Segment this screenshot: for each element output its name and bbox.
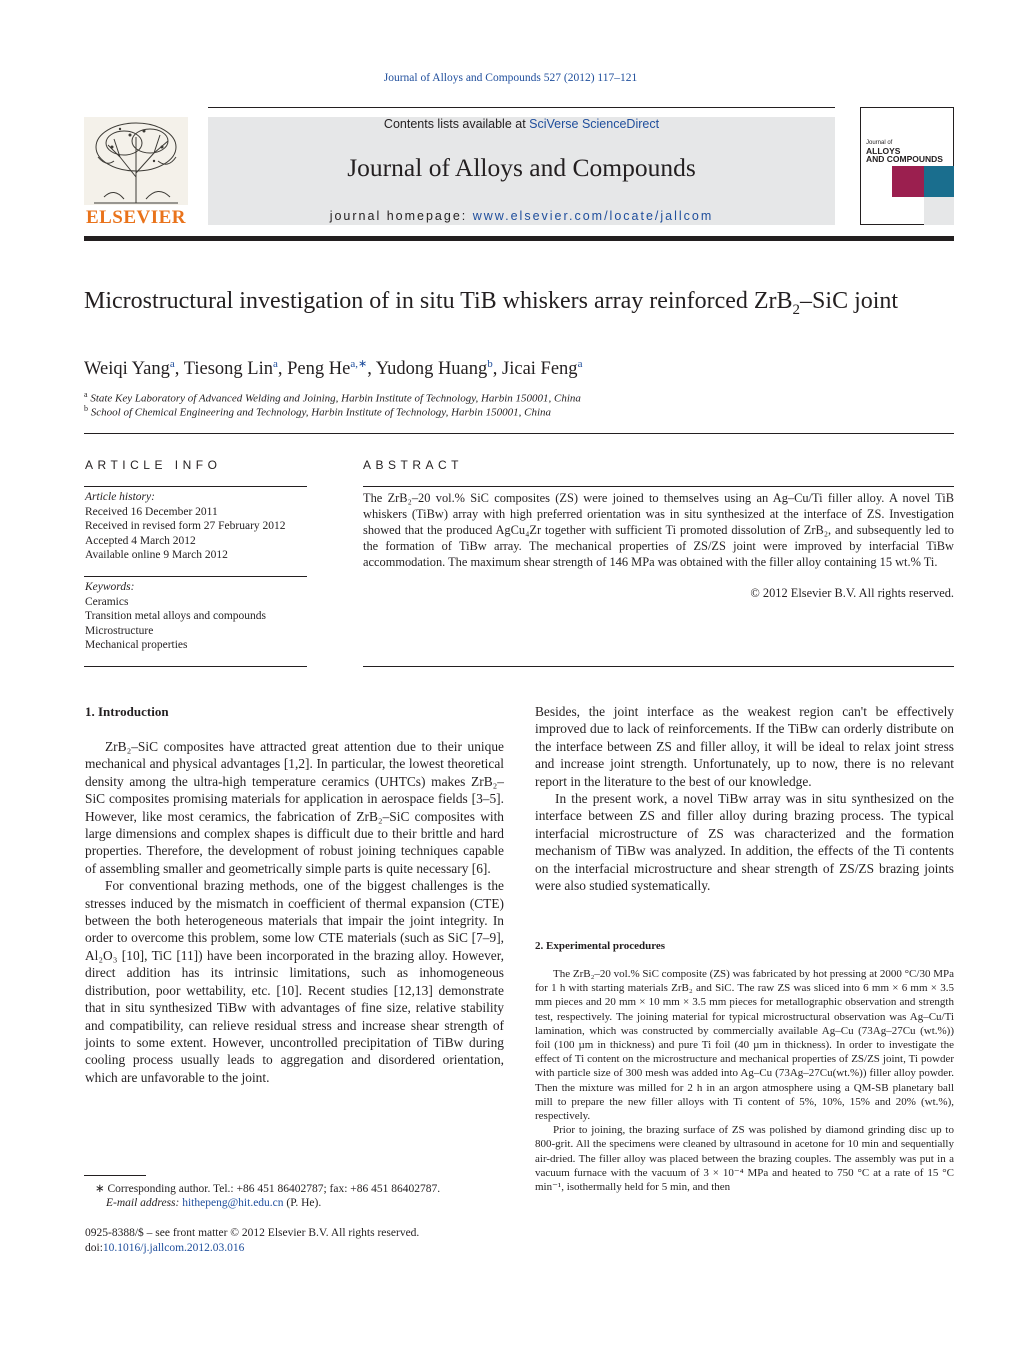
history-item: Received in revised form 27 February 2012 [85,520,286,532]
cover-title-line1: Journal of [866,140,893,146]
keywords-label: Keywords: [85,581,135,593]
doi-prefix: doi: [85,1242,103,1254]
history-label: Article history: [85,491,155,503]
abstract-copyright: © 2012 Elsevier B.V. All rights reserved. [750,586,954,600]
cover-title-line3: AND COMPOUNDS [866,154,943,164]
header-thick-rule [84,236,954,241]
email-note [106,1196,526,1211]
issn-line: 0925-8388/$ – see front matter © 2012 Elsevier B.V. All rights reserved. [85,1227,420,1239]
doi-line [85,1241,525,1256]
title-part2: –SiC joint [800,288,899,314]
homepage-link[interactable]: www.elsevier.com/locate/jallcom [472,209,714,223]
journal-title: Journal of Alloys and Compounds [347,153,696,182]
intro-column-left [85,738,504,1086]
history-item: Accepted 4 March 2012 [85,534,196,547]
email-link[interactable]: hithepeng@hit.edu.cn [182,1197,284,1209]
author-name: Yudong Huang [375,359,488,380]
paragraph: Prior to joining, the brazing surface of ZS was polished by diamond grinding disc up to 800-grit. All the specimens were cleaned by ultrasound in acetone for 10 min and sequentially air-dried. The filler alloy was placed between the brazing couples. The assembly was put in a vacuum furnace with the vacuum of 3 × 10⁻⁴ MPa and heated to 750 °C at a rate of 15 °C min⁻¹, isothermally held for 5 min, and then [535,1124,954,1194]
affiliation-text: School of Chemical Engineering and Technology, Harbin Institute of Technology, Harbin 150001, China [90,406,551,419]
homepage-prefix: journal homepage: [329,209,473,223]
author-name: Jicai Feng [502,359,578,380]
article-info-heading: ARTICLE INFO [85,458,222,472]
paragraph: ZrB₂–SiC composites have attracted great attention due to their unique mechanical and physical advantages [1,2]. In particular, the lowest theoretical density among the ultra-high temperature ceramics (UHTCs) makes ZrB₂–SiC composites promising materials for application in aerospace fields [3–5]. However, like most ceramics, the fabrication of ZrB₂–SiC composites with large dimensions and complex shapes is difficult due to their brittle and hard properties. Therefore, the development of robust joining techniques capable of assembling smaller and geometrically simple parts is quite necessary [6]. [85,739,504,876]
affiliation-mark: b [84,404,88,413]
doi-link[interactable]: 10.1016/j.jallcom.2012.03.016 [102,1242,245,1254]
intro-column-right [535,703,954,894]
abstract-text: The ZrB₂–20 vol.% SiC composites (ZS) were joined to themselves using an Ag–Cu/Ti filler alloy. A novel TiB whiskers (TiBw) array with high preferred orientation was in situ synthesized at the interface of ZS. Investigation showed that the produced AgCu₄Zr together with sufficient Ti promoted dissolution of ZrB₂, and subsequently led to the formation of TiBw array. The mechanical properties of ZS/ZS joint were improved by interfacial TiBw accommodation. The maximum shear strength of 146 MPa was obtained with the filler alloy containing 15 wt.% Ti. [363,491,954,569]
email-label: E-mail address: [106,1197,183,1209]
keyword-item: Transition metal alloys and compounds [85,610,267,622]
header-top-rule [208,107,835,108]
elsevier-wordmark: ELSEVIER [85,207,187,228]
author-affil-mark[interactable]: a [272,358,278,370]
corresponding-author-note: ∗ Corresponding author. Tel.: +86 451 86402787; fax: +86 451 86402787. [95,1183,441,1195]
sciencedirect-link[interactable]: SciVerse ScienceDirect [529,117,660,131]
divider [363,666,954,667]
divider [84,576,307,577]
homepage-line [208,209,835,223]
section-heading-experimental: 2. Experimental procedures [535,940,666,952]
paragraph: In the present work, a novel TiBw array was in situ synthesized on the interface between ZS and filler alloy during brazing process. The typical interfacial microstructure of ZS was characterized and the formation mechanism of TiBw was analyzed. In addition, the effects of the Ti contents on the interfacial microstructure and shear strength of ZS/ZS brazing joints were also studied systematically. [535,791,954,894]
title-subscript: 2 [792,301,801,318]
abstract-heading: ABSTRACT [363,458,464,472]
author-affil-mark[interactable]: a [577,358,583,370]
divider [363,486,954,487]
keyword-item: Mechanical properties [85,639,188,651]
author-affil-mark[interactable]: b [487,358,493,370]
journal-citation[interactable]: Journal of Alloys and Compounds 527 (2012) 117–121 [383,72,638,84]
contents-line [208,117,835,131]
divider [84,486,307,487]
author-list: Weiqi Yang$^a$, Tiesong Lin$^a$, Peng $He^{a,∗}$, Yudong Huang$^b$, Jicai Feng$^a$ [84,358,583,380]
affiliation [84,390,954,405]
experimental-text [535,967,954,1194]
paragraph: Besides, the joint interface as the weakest region can't be effectively improved due to lack of reinforcements. If the TiBw can orderly distribute on the interface between ZS and filler alloy, it will be ideal to relax joint stress and increase joint strength. Unfortunately, up to now, there is no relevant report in the literature to the best of our knowledge. [535,704,954,789]
title-part1: Microstructural investigation of in situ TiB whiskers array reinforced ZrB [84,288,793,314]
article-history [85,490,307,563]
cover-color-block [892,166,924,197]
section-heading-introduction: 1. Introduction [85,704,169,719]
cover-color-block [924,166,954,197]
cover-title-line2: ALLOYS [866,146,901,156]
divider [84,433,954,434]
article-title [84,286,954,325]
contents-prefix: Contents lists available at [383,117,530,131]
divider [84,666,307,667]
keyword-item: Microstructure [85,624,154,637]
history-item: Received 16 December 2011 [85,505,218,518]
history-item: Available online 9 March 2012 [85,549,228,561]
paragraph: The ZrB₂–20 vol.% SiC composite (ZS) was fabricated by hot pressing at 2000 °C/30 MPa for 1 h with starting materials ZrB₂ and SiC. The raw ZS was sliced into 6 mm × 6 mm × 3.5 mm pieces and 20 mm × 10 mm × 3.5 mm pieces for metallographic observation and strength test, respectively. The joining material for typical microstructural observation was Ag–Cu/Ti lamination, which was constructed by commercially available Ag–Cu (73Ag–27Cu (wt.%)) foil (100 µm in thickness) and pure Ti foil (40 µm in thickness). In order to investigate the effect of Ti content on the microstructure and mechanical properties of ZS/ZS joint, Ti powder with particle size of 300 mesh was added into Ag–Cu (73Ag–27Cu(wt.%)) filler alloy powder. Then the mixture was milled for 2 h in an argon atmosphere using a QM-SB planetary ball mill to prepare the new filler alloys with Ti content of 5%, 10%, 15% and 20% (wt.%), respectively. [535,968,954,1123]
affiliation-text: State Key Laboratory of Advanced Welding and Joining, Harbin Institute of Technology, Harbin 150001, China [90,392,581,405]
author-name: Weiqi Yang [84,359,170,380]
email-suffix: (P. He). [283,1197,322,1209]
cover-color-block [924,197,954,225]
author-affil-mark[interactable]: a [169,358,175,370]
keyword-item: Ceramics [85,595,129,608]
footnote-rule [84,1175,146,1176]
cover-title [866,140,954,163]
affiliation-mark: a [84,390,88,399]
author-affil-mark[interactable]: a,∗ [350,358,368,370]
author-name: Peng He [287,359,351,380]
affiliation [84,404,954,419]
author-name: Tiesong Lin [183,359,273,380]
keywords [85,580,307,653]
paragraph: For conventional brazing methods, one of the biggest challenges is the stresses induced by the mismatch in coefficient of thermal expansion (CTE) between the both heterogeneous materials that impair the joint integrity. In order to overcome this problem, some low CTE materials (such as SiC [7–9], Al₂O₃ [10], TiC [11]) have been incorporated in the brazing alloy. However, direct addition has its intrinsic limitations, such as inhomogeneous distribution, poor wettability, etc. [10]. Recent studies [12,13] demonstrate that in situ synthesized TiBw with advantages of fine size, relative stability and compatibility, can relieve residual stress and increase shear strength of joints to some extent. However, uncontrolled precipitation of TiBw during cooling process usually leads to aggregation and disordered orientation, which are unfavorable to the joint. [85,878,504,1085]
